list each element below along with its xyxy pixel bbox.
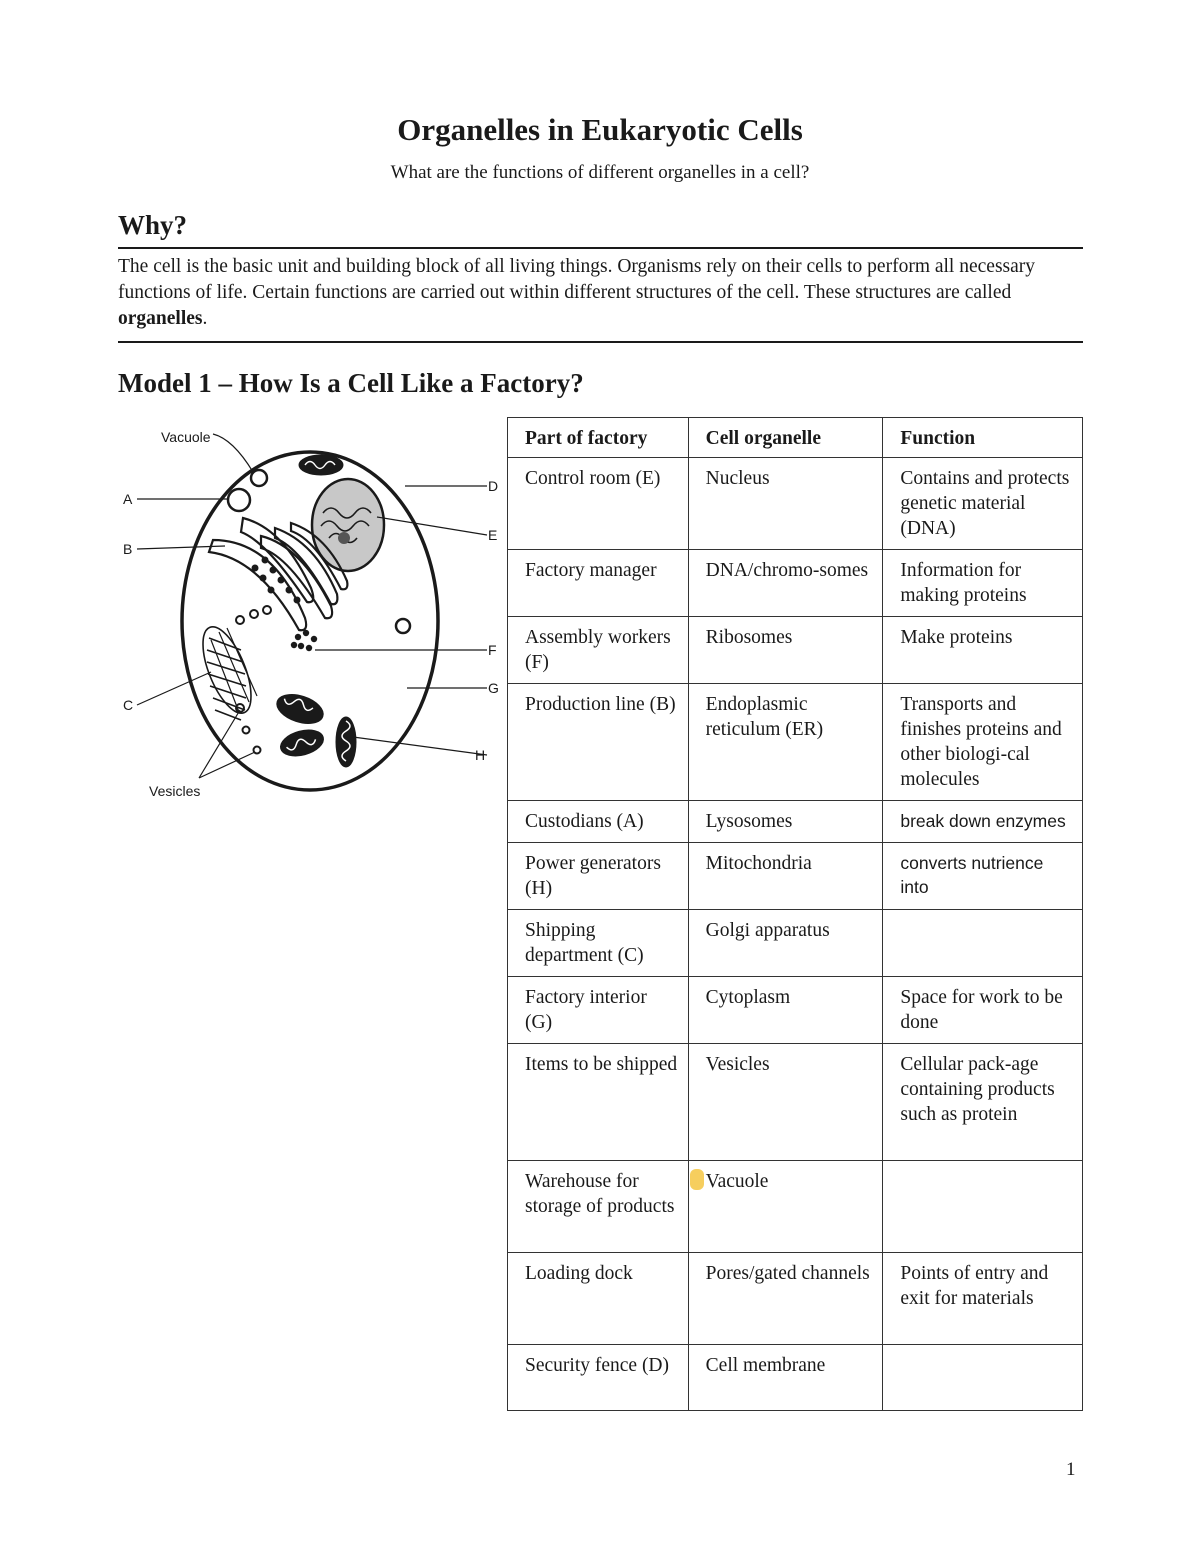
- cell-organelle: Vesicles: [688, 1044, 883, 1161]
- cell-organelle: Mitochondria: [688, 843, 883, 910]
- table-row: [508, 617, 1083, 684]
- page-number: 1: [1066, 1459, 1076, 1480]
- cell-organelle: Cytoplasm: [688, 977, 883, 1044]
- golgi-apparatus-shape: [193, 621, 261, 720]
- cell-part: Control room (E): [508, 458, 689, 550]
- cell-part: Security fence (D): [508, 1345, 689, 1411]
- label-vacuole: Vacuole: [161, 429, 211, 445]
- table-row: [508, 1161, 1083, 1253]
- table-row: [508, 977, 1083, 1044]
- cell-function: Contains and protects genetic material (DNA): [883, 458, 1083, 550]
- cell-function-empty[interactable]: [883, 910, 1083, 977]
- cell-part: Shipping department (C): [508, 910, 689, 977]
- ribosomes-shape: [291, 630, 317, 651]
- label-g: G: [488, 680, 499, 696]
- cell-part: Factory interior (G): [508, 977, 689, 1044]
- vesicle-shape: [250, 610, 258, 618]
- cell-function-answer[interactable]: break down enzymes: [883, 801, 1083, 843]
- leader-line-h: [353, 737, 487, 755]
- table-row: [508, 1253, 1083, 1345]
- cell-function-answer[interactable]: converts nutrience into: [883, 843, 1083, 910]
- header-function: Function: [883, 418, 1083, 458]
- why-text-end: .: [202, 308, 208, 329]
- cell-diagram: [115, 418, 510, 808]
- label-vesicles: Vesicles: [149, 783, 201, 799]
- table-row: [508, 910, 1083, 977]
- cell-organelle: Nucleus: [688, 458, 883, 550]
- model-heading: Model 1 – How Is a Cell Like a Factory?: [118, 368, 584, 398]
- leader-line-c: [137, 672, 211, 705]
- header-cell-organelle: Cell organelle: [688, 418, 883, 458]
- table-row: [508, 458, 1083, 550]
- cell-function-empty[interactable]: [883, 1161, 1083, 1253]
- cell-function: Information for making proteins: [883, 550, 1083, 617]
- label-c: C: [123, 697, 134, 713]
- cell-part: Items to be shipped: [508, 1044, 689, 1161]
- cell-organelle: Lysosomes: [688, 801, 883, 843]
- cell-organelle: Golgi apparatus: [688, 910, 883, 977]
- cell-organelle-highlighted: [688, 1161, 883, 1253]
- cell-part: Power generators (H): [508, 843, 689, 910]
- vacuole-shape: [251, 470, 267, 486]
- why-heading: Why?: [118, 210, 188, 240]
- table-row: [508, 550, 1083, 617]
- label-a: A: [123, 491, 133, 507]
- cell-organelle-text: Vacuole: [705, 1171, 769, 1192]
- cell-organelle: Pores/gated channels: [688, 1253, 883, 1345]
- nucleolus-shape: [338, 532, 350, 544]
- leader-line-b: [137, 546, 225, 549]
- label-h: H: [475, 747, 486, 763]
- table-row: [508, 684, 1083, 801]
- page-subtitle: What are the functions of different organelles in a cell?: [390, 162, 810, 183]
- cell-organelle: DNA/chromo-somes: [688, 550, 883, 617]
- cell-part: Assembly workers (F): [508, 617, 689, 684]
- vesicle-shape: [263, 606, 271, 614]
- cell-function: Space for work to be done: [883, 977, 1083, 1044]
- label-f: F: [488, 642, 497, 658]
- cell-part: Production line (B): [508, 684, 689, 801]
- organelles-term: organelles: [118, 308, 203, 329]
- cell-organelle: Endoplasmic reticulum (ER): [688, 684, 883, 801]
- cell-organelle: Cell membrane: [688, 1345, 883, 1411]
- header-part-of-factory: Part of factory: [508, 418, 689, 458]
- divider-bottom: [118, 341, 1083, 343]
- leader-line-vacuole: [213, 434, 253, 472]
- table-row: [508, 1044, 1083, 1161]
- page-title: Organelles in Eukaryotic Cells: [397, 112, 803, 147]
- factory-organelle-table: [507, 417, 1083, 1411]
- lysosome-shape: [228, 489, 250, 511]
- why-text: The cell is the basic unit and building block of all living things. Organisms rely on their cells to perform all necessary functions of life. Certain functions are carried out within different structures of the cell. These structures are called: [118, 256, 1036, 303]
- table-row: [508, 843, 1083, 910]
- vacuole-shape: [396, 619, 410, 633]
- cell-organelle: Ribosomes: [688, 617, 883, 684]
- cell-function-empty[interactable]: [883, 1345, 1083, 1411]
- leader-line-e: [377, 517, 487, 535]
- cell-part: Loading dock: [508, 1253, 689, 1345]
- why-paragraph: [118, 254, 1083, 332]
- cell-function: Make proteins: [883, 617, 1083, 684]
- highlight-mark: [690, 1169, 704, 1190]
- vesicle-shape: [236, 616, 244, 624]
- vesicle-shape: [243, 727, 250, 734]
- cell-part: Warehouse for storage of products: [508, 1161, 689, 1253]
- label-e: E: [488, 527, 498, 543]
- table-header-row: [508, 418, 1083, 458]
- mitochondria-shape: [273, 689, 356, 767]
- cell-part: Custodians (A): [508, 801, 689, 843]
- table-row: [508, 1345, 1083, 1411]
- divider-top: [118, 247, 1083, 249]
- cell-part: Factory manager: [508, 550, 689, 617]
- table-row: [508, 801, 1083, 843]
- label-b: B: [123, 541, 133, 557]
- cell-function: Points of entry and exit for materials: [883, 1253, 1083, 1345]
- cell-function: Transports and finishes proteins and other biologi-cal molecules: [883, 684, 1083, 801]
- label-d: D: [488, 478, 499, 494]
- cell-function: Cellular pack-age containing products such as protein: [883, 1044, 1083, 1161]
